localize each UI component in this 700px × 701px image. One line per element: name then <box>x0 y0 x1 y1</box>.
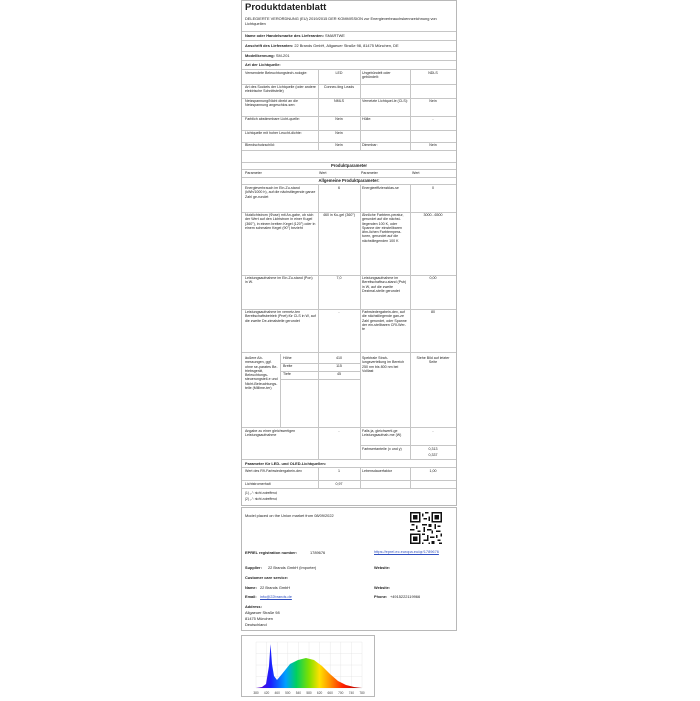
type-row-value-2: Nein <box>429 143 437 147</box>
param-col-header: Parameter <box>245 171 262 175</box>
lumen-maintenance-value: 0,97 <box>335 482 343 486</box>
customer-name-label: Name: <box>245 585 257 590</box>
footnote-2: (2) „-“: nicht zutreffend; <box>245 497 278 501</box>
type-row-label: Blendschutzschild: <box>245 143 275 147</box>
footnote-1: (1) „-“: nicht zutreffend; <box>245 491 278 495</box>
regulation-text: DELEGIERTE VERORDNUNG (EU) 2019/2015 DER KOMMISSION zur Energieverbrauchskennzeichnung von Lichtquellen <box>245 16 437 26</box>
type-row-value: Nein <box>335 143 343 147</box>
spectrum-x-tick-label: 740 <box>348 691 355 695</box>
spectral-distribution-panel <box>241 635 375 697</box>
supplier-label: Supplier: <box>245 565 262 570</box>
equivalent-power-w-value: - <box>432 429 434 433</box>
market-placement-text: Model placed on the Union market from 08/09/2022 <box>245 513 334 518</box>
general-row-value: 6 <box>338 186 340 190</box>
general-params-heading: Allgemeine Produktparameter: <box>318 178 380 183</box>
column-divider <box>410 184 411 427</box>
spectrum-x-tick-label: 540 <box>295 691 302 695</box>
general-row-value: 460 in Ku-gel (360°) <box>322 213 355 217</box>
general-row-value-2: 3000...6500 <box>423 213 443 217</box>
type-row-label-2: Dimmbar: <box>362 143 378 147</box>
general-row-label-2: Leistungsaufnahme im Bereitschaftszu-stand (Psb) in W, auf die zweite Dezimal-stelle gerundet <box>362 276 407 293</box>
lifetime-factor-value: 1,00 <box>429 469 437 473</box>
spectrum-x-tick-label: 660 <box>327 691 333 695</box>
type-row-label: Verwendete Beleuchtungstech-nologie: <box>245 71 308 75</box>
r9-label: Wert des R9-Farbwiedergabein-dex <box>245 469 302 473</box>
general-row-label: Energieverbrauch im Ein-Zu-stand (kWh/1000 h), auf die nächstliegende ganze Zahl ge-rundet <box>245 186 316 199</box>
general-row-label-2: Farbwiedergabein-dex, auf die nächstliegende gan-ze Zahl gerundet, oder Spanne der ein-stellbaren CRI-Wer-te <box>362 310 407 332</box>
value-col-header: Wert <box>319 171 327 175</box>
address-line-3: Deutschland <box>245 622 267 627</box>
address-line-1: Allgaeuer Straße 98 <box>245 610 280 615</box>
general-row-value-2: 80 <box>431 310 435 314</box>
address-line-2: 81475 München <box>245 616 273 621</box>
column-divider <box>360 69 361 150</box>
type-row-value: Nein <box>335 117 343 121</box>
spectral-value: Siehe Bild auf letzter Seite <box>416 356 450 365</box>
type-row-value: NMLS <box>334 99 344 103</box>
general-row-value-2: 0,00 <box>429 276 437 280</box>
type-row-value-2: - <box>432 117 434 121</box>
dimension-value: 410 <box>336 356 342 360</box>
spectrum-x-tick-label: 380 <box>253 691 259 695</box>
row-divider <box>242 150 456 151</box>
eprel-reg-value: 1789676 <box>310 550 326 555</box>
column-divider <box>360 184 361 427</box>
type-row-value: Connec-ting Leads <box>323 85 355 89</box>
datasheet-title: Produktdatenblatt <box>245 2 327 13</box>
equivalent-power-label: Angabe zu einer gleichwertigen Leistungsaufnahme <box>245 429 296 438</box>
type-row-value-2: Nein <box>429 99 437 103</box>
general-row-label-2: Ähnliche Farbtem-peratur, gerundet auf die nächst-liegenden 100 K, oder Spanne der einstellbaren ähn-lichen Farbtempera-turen, gerundet auf die nächstliegenden 100 K <box>362 213 404 243</box>
type-row-label-2: Vernetzte Lichtquel-le (CLS): <box>362 99 408 103</box>
supplier-website-label: Website: <box>374 565 391 570</box>
column-divider <box>410 69 411 150</box>
equivalent-power-w-label: Falls ja, gleichwerti-ge Leistungsaufnah-me (W) <box>362 429 402 438</box>
general-row-label: Leistungsaufnahme im vernetz-ten Bereitschaftsbetrieb (Pnet) für CLS in W, auf die zweite De-zimalstelle gerundet <box>245 310 316 323</box>
spectrum-x-tick-label: 620 <box>316 691 323 695</box>
lumen-maintenance-label: Lichtstromerhalt <box>245 482 271 486</box>
eprel-reg-label: EPREL registration number: <box>245 550 298 555</box>
type-row-value: Nein <box>335 131 343 135</box>
general-row-label-2: Energieeffizienzklas-se <box>362 186 399 190</box>
spectral-distribution-chart <box>242 636 374 696</box>
value-col-header-2: Wert <box>412 171 420 175</box>
r9-value: 1 <box>338 469 340 473</box>
type-row-label: Art des Sockels der Lichtquelle (oder andere elektrische Schnittstelle) <box>245 85 316 94</box>
supplier-name-row: Name oder Handelsmarke des Lieferanten: SMARTWE <box>245 33 345 38</box>
row-divider <box>242 352 456 353</box>
type-row-label: Lichtquelle mit hoher Leucht-dichte: <box>245 131 302 135</box>
chromaticity-y: 0,337 <box>428 453 438 457</box>
spectrum-x-tick-label: 500 <box>285 691 291 695</box>
spectrum-x-tick-label: 580 <box>306 691 312 695</box>
email-link[interactable]: info@22brands.de <box>260 594 292 599</box>
spectrum-x-tick-label: 420 <box>263 691 270 695</box>
spectral-label: Spektrale Strah-lungsverteilung im Bereich 250 nm bis 800 nm bei Volllast <box>362 356 405 373</box>
equivalent-power-value: - <box>338 429 340 433</box>
general-row-label: Leistungsaufnahme im Ein-Zu-stand (Pon) in W. <box>245 276 313 285</box>
email-label: Email: <box>245 594 257 599</box>
column-divider <box>318 184 319 427</box>
type-row-label: Farblich abstimmbare Licht-quelle: <box>245 117 300 121</box>
general-row-value: - <box>338 310 340 314</box>
type-row-label-2: Hülle: <box>362 117 372 121</box>
spectrum-x-tick-label: 460 <box>274 691 280 695</box>
general-row-value-2: 0 <box>432 186 434 190</box>
model-row: Modellkennung: SM-201 <box>245 53 290 58</box>
dimension-name: Tiefe <box>283 372 291 376</box>
column-divider <box>318 69 319 150</box>
eprel-info-panel <box>241 507 457 631</box>
spectrum-x-tick-label: 780 <box>359 691 365 695</box>
param-col-header-2: Parameter <box>361 171 378 175</box>
type-row-label: Netzspannung/Nicht direkt an die Netzspannung angeschlos-sen: <box>245 99 298 108</box>
chromaticity-label: Farbwertanteile (x und y) <box>362 447 402 451</box>
customer-care-label: Customer care service: <box>245 575 289 580</box>
qr-code-icon[interactable] <box>410 512 442 544</box>
type-row-value-2: NDLS <box>428 71 438 75</box>
dimension-name: Höhe <box>283 356 292 360</box>
light-source-type-heading: Art der Lichtquelle: <box>245 62 281 67</box>
customer-name-value: 22 Brands GmbH <box>260 585 291 590</box>
phone-value: +4915222119966 <box>390 594 421 599</box>
product-params-heading: Produktparameter <box>330 163 368 168</box>
spectrum-x-ticks <box>253 691 365 695</box>
spectrum-x-tick-label: 700 <box>338 691 344 695</box>
eprel-url-link[interactable]: https://eprel.ec.europa.eu/qr/1789676 <box>374 549 439 554</box>
type-row-label-2: Ungebündelt oder gebündelt: <box>362 71 391 80</box>
dimensions-label: äußere Ab-messungen, ggf. ohne se-parates Be-triebsgerät, Beleuchtungs-steuerungsteil-e und Nicht-Beleuchtungs-teile (Millime-ter) <box>245 356 278 391</box>
type-row-value: LED <box>335 71 343 75</box>
general-row-value: 7,0 <box>336 276 342 280</box>
dimension-value: 45 <box>337 372 341 376</box>
chromaticity-x: 0,313 <box>428 447 438 451</box>
row-divider <box>280 379 360 380</box>
supplier-address-row: Anschrift des Lieferanten: 22 Brands GmbH, Allgaeuer Straße 98, 81475 München, DE <box>245 43 399 48</box>
supplier-value: 22 Brands GmbH (Importer) <box>268 565 317 570</box>
product-datasheet <box>241 0 457 506</box>
general-row-label: Nutzlichtstrom (Φuse) mit An-gabe, ob sich der Wert auf den Lichtstrom in einer Kugel (360°), in einem breiten Kegel (120°) oder in einem schmalen Kegel (90°) bezieht <box>245 213 316 230</box>
led-params-heading: Parameter für LED- und OLED-Lichtquellen: <box>245 461 327 466</box>
customer-website-label: Website: <box>374 585 391 590</box>
lifetime-factor-label: Lebensdauerfaktor <box>362 469 392 473</box>
phone-label: Phone: <box>374 594 388 599</box>
dimension-name: Breite <box>283 364 293 368</box>
dimension-value: 115 <box>336 364 342 368</box>
address-label: Address: <box>245 604 262 609</box>
